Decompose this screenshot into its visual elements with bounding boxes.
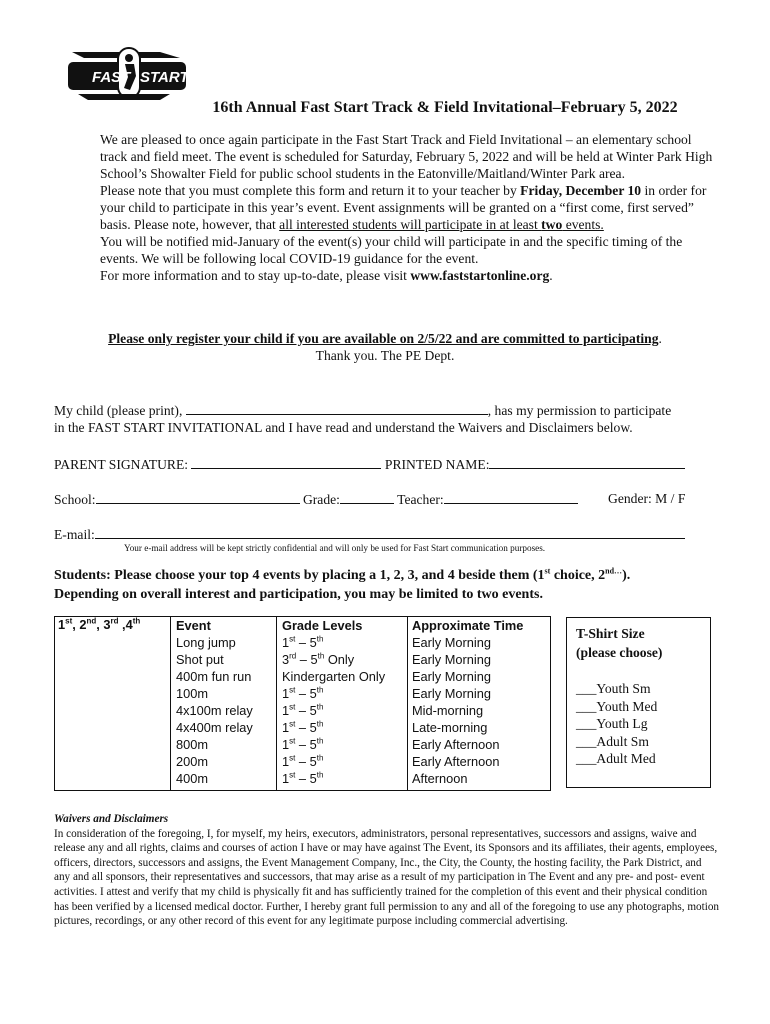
events-table-body xyxy=(172,617,527,787)
event-name: 800m xyxy=(176,737,209,752)
event-name: 100m xyxy=(176,686,209,701)
grade-levels: 3rd – 5th Only xyxy=(282,651,355,667)
event-name: Long jump xyxy=(176,635,236,650)
event-name: Shot put xyxy=(176,652,224,667)
grade-levels: 1st – 5th xyxy=(282,770,324,786)
grade-levels: 1st – 5th xyxy=(282,634,324,650)
school-row: School: Grade: Teacher: Gender: M / F xyxy=(54,491,686,507)
table-row xyxy=(172,651,527,668)
notice: Please only register your child if you are available on 2/5/22 and are committed to participating. Thank you. The PE Dept. xyxy=(54,330,716,364)
table-row xyxy=(172,702,527,719)
intro-paragraph-4: For more information and to stay up-to-date, please visit www.faststartonline.org. xyxy=(100,268,553,283)
table-row xyxy=(172,753,527,770)
header-time: Approximate Time xyxy=(412,618,524,633)
page-title: 16th Annual Fast Start Track & Field Invitational–February 5, 2022 xyxy=(212,99,678,116)
deadline: Friday, December 10 xyxy=(520,183,642,198)
grade-levels: 1st – 5th xyxy=(282,685,324,701)
gender-choice[interactable]: Gender: M / F xyxy=(608,491,686,506)
approx-time: Early Morning xyxy=(412,686,491,701)
waiver-section xyxy=(54,812,720,929)
grade-levels: 1st – 5th xyxy=(282,753,324,769)
table-row xyxy=(172,719,527,736)
email-note: Your e-mail address will be kept strictly confidential and will only be used for Fast Start communication purposes. xyxy=(124,543,546,553)
table-row xyxy=(172,736,527,753)
tshirt-title: T-Shirt Size xyxy=(576,626,645,641)
logo-text-left: FAST xyxy=(92,69,131,86)
waiver-heading: Waivers and Disclaimers xyxy=(54,813,169,825)
website-link: www.faststartonline.org xyxy=(410,268,550,283)
tshirt-subtitle: (please choose) xyxy=(576,645,663,660)
students-instructions: Students: Please choose your top 4 events by placing a 1, 2, 3, and 4 beside them (1st choice, $2^{nd\dots}$). Depending on overall interest and participation, you may be limited to two events. xyxy=(54,566,631,602)
event-name: 400m xyxy=(176,771,209,786)
header-grade: Grade Levels xyxy=(282,618,363,633)
grade-levels: Kindergarten Only xyxy=(282,669,386,684)
email-row: E-mail: xyxy=(54,525,685,543)
teacher-field[interactable] xyxy=(444,490,578,504)
waiver-text: In consideration of the foregoing, I, for myself, my heirs, executors, administrators, personal representatives, successors and assigns, waive and release any and all rights, claims and courses of action I have or may have against The Event, its Sponsors and its affiliates, their agents, employees, officers, directors, successors and assigns, the Event Management Company, Inc., the City, the County, the hosting facility, the Park District, and any and all sponsors, their representatives and successors, that may arise as a result of my participation in The Event and any pre- and post- event activities. I attest and verify that my child is physically fit and has sufficiently trained for the completion of this event and their physical condition has been verified by a licensed medical doctor. Further, I hereby grant full permission to any and all of the foregoing to use any photographs, motion pictures, recordings, or any other record of this event for any legitimate purpose including commercial advertising. xyxy=(54,827,720,928)
tshirt-option[interactable]: ___Youth Sm xyxy=(576,681,651,696)
tshirt-option[interactable]: ___Youth Lg xyxy=(576,716,648,732)
parent-signature-field[interactable] xyxy=(191,455,381,469)
intro-paragraph-1: We are pleased to once again participate in the Fast Start Track and Field Invitational – an elementary school track and field meet. The event is scheduled for Saturday, February 5, 2022 and will be held at Winter Park High School’s Showalter Field for public school students in the Eatonville/Maitland/Winter Park area. xyxy=(100,132,713,181)
child-name-field[interactable] xyxy=(186,401,488,415)
grade-levels: 1st – 5th xyxy=(282,719,324,735)
grade-field[interactable] xyxy=(340,490,394,504)
signature-row: PARENT SIGNATURE: PRINTED NAME: xyxy=(54,455,685,473)
notice-line-2: Thank you. The PE Dept. xyxy=(315,348,455,363)
email-field[interactable] xyxy=(95,525,685,539)
approx-time: Afternoon xyxy=(412,771,468,786)
child-permission: My child (please print), , has my permission to participate in the FAST START INVITATIONAL and I have read and understand the Waivers and Disclaimers below. xyxy=(54,403,672,435)
printed-name-field[interactable] xyxy=(489,455,685,469)
approx-time: Early Morning xyxy=(412,669,491,684)
table-row xyxy=(172,668,527,685)
tshirt-size-box xyxy=(566,617,711,788)
notice-line-1: Please only register your child if you are available on 2/5/22 and are committed to participating xyxy=(108,331,659,346)
logo-text-right: START xyxy=(140,69,189,86)
event-name: 4x400m relay xyxy=(176,720,253,735)
approx-time: Mid-morning xyxy=(412,703,484,718)
table-row xyxy=(172,634,527,651)
approx-time: Early Afternoon xyxy=(412,737,500,752)
intro-paragraph-2: Please note that you must complete this form and return it to your teacher by Friday, December 10 in order for your child to participate in this year’s event. Event assignments will be granted on a “first come, first served” basis. Please note, however, that all interested students will participate in at least two events. xyxy=(100,183,707,232)
rank-header: 1st, 2nd, 3rd ,4th xyxy=(58,616,141,632)
fast-start-logo xyxy=(64,44,190,106)
tshirt-option[interactable]: ___Youth Med xyxy=(576,698,658,714)
event-name: 200m xyxy=(176,754,209,769)
intro-paragraph-3: You will be notified mid-January of the event(s) your child will participate in and the specific timing of the events. We will be following local COVID-19 guidance for the event. xyxy=(100,234,683,266)
table-row xyxy=(172,770,527,787)
approx-time: Early Morning xyxy=(412,652,491,667)
tshirt-option[interactable]: ___Adult Sm xyxy=(576,733,649,749)
table-divider xyxy=(170,616,171,790)
approx-time: Early Morning xyxy=(412,635,491,650)
approx-time: Early Afternoon xyxy=(412,754,500,769)
grade-levels: 1st – 5th xyxy=(282,736,324,752)
grade-levels: 1st – 5th xyxy=(282,702,324,718)
header-event: Event xyxy=(176,618,211,633)
event-name: 4x100m relay xyxy=(176,703,253,718)
intro-section xyxy=(54,131,716,284)
school-field[interactable] xyxy=(96,490,300,504)
table-row xyxy=(172,685,527,702)
tshirt-option[interactable]: ___Adult Med xyxy=(576,751,656,767)
approx-time: Late-morning xyxy=(412,720,488,735)
event-name: 400m fun run xyxy=(176,669,252,684)
